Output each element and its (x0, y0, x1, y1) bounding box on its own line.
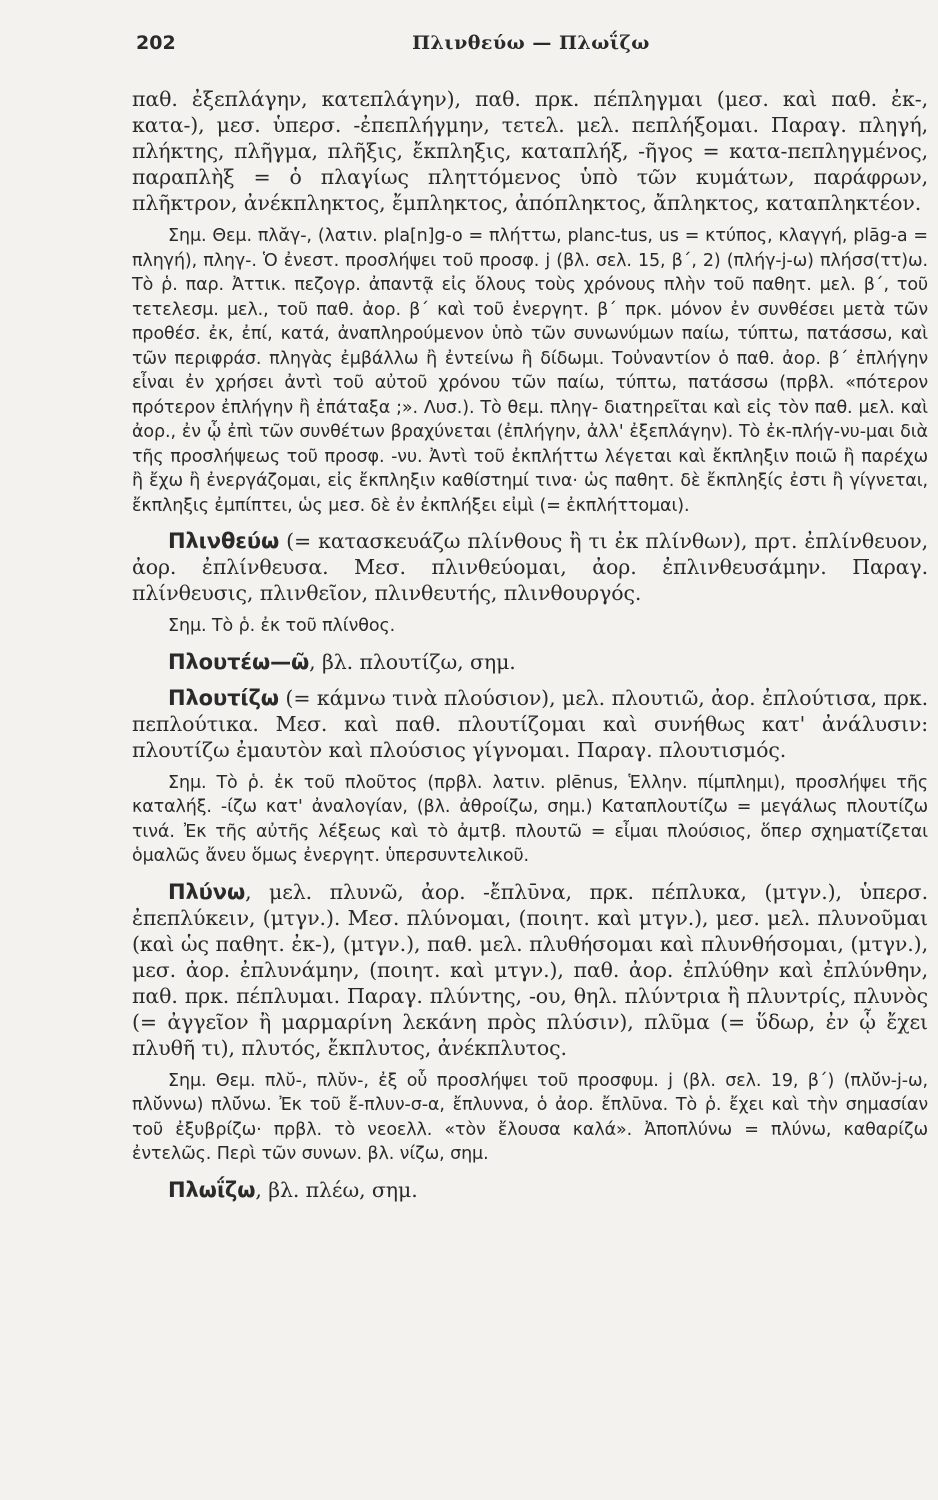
entry-headword: Πλωΐζω (168, 1177, 256, 1202)
entry-headword: Πλουτέω—ῶ (168, 649, 310, 674)
page-number: 202 (136, 32, 176, 54)
continued-entry-text: παθ. ἐξεπλάγην, κατεπλάγην), παθ. πρκ. πέπληγμαι (μεσ. καὶ παθ. ἐκ-, κατα-), μεσ. ὑπερσ. -ἐπεπλήγμην, τετελ. μελ. πεπλήξομαι. Παραγ. πληγή, πλήκτης, πλῆγμα, πλῆξις, ἔκπληξις, καταπλήξ, -ῆγος = κατα-πεπληγμένος, παραπλὴξ = ὁ πλαγίως πληττόμενος ὑπὸ τῶν κυμάτων, παράφρων, πλῆκτρον, ἀνέκπληκτος, ἔμπληκτος, ἀπόπληκτος, ἄπληκτος, καταπληκτέον. (132, 87, 928, 215)
page-content (132, 86, 928, 1203)
entry-body: , βλ. πλουτίζω, σημ. (309, 649, 516, 674)
dictionary-entry (132, 879, 928, 1061)
etymology-note: Σημ. Τὸ ῥ. ἐκ τοῦ πλοῦτος (πρβλ. λατιν. plēnus, Ἑλλην. πίμπλημι), προσλήψει τῆς καταλήξ. -ίζω κατ' ἀναλογίαν, (βλ. ἀθροίζω, σημ.) Καταπλουτίζω = μεγάλως πλουτίζω τινά. Ἐκ τῆς αὐτῆς λέξεως καὶ τὸ ἀμτβ. πλουτῶ = εἶμαι πλούσιος, ὅπερ σχηματίζεται ὁμαλῶς ἄνευ ὅμως ἐνεργητ. ὑπερσυντελικοῦ. (132, 772, 928, 866)
etymology-note: Σημ. Θεμ. πλᾰγ-, (λατιν. pla[n]g-o = πλήττω, planc-tus, us = κτύπος, κλαγγή, plāg-a = πληγή), πληγ-. Ὁ ἐνεστ. προσλήψει τοῦ προσφ. j (βλ. σελ. 15, β΄, 2) (πλήγ-j-ω) πλήσσ(ττ)ω. Τὸ ῥ. παρ. Ἀττικ. πεζογρ. ἀπαντᾷ εἰς ὅλους τοὺς χρόνους πλὴν τοῦ παθητ. μελ. β΄, τοῦ τετελεσμ. μελ., τοῦ παθ. ἀορ. β΄ καὶ τοῦ ἐνεργητ. β΄ πρκ. μόνον ἐν συνθέσει μετὰ τῶν προθέσ. ἐκ, ἐπί, κατά, ἀναπληρούμενον ὑπὸ τῶν συνωνύμων παίω, τύπτω, πατάσσω, καὶ τῶν περιφράσ. πληγὰς ἐμβάλλω ἢ ἐντείνω ἢ δίδωμι. Τοὐναντίον ὁ παθ. ἀορ. β΄ ἐπλήγην εἶναι ἐν χρήσει ἀντὶ τοῦ αὐτοῦ χρόνου τῶν παίω, τύπτω, πατάσσω (πρβλ. «πότερον πρότερον ἐπλήγην ἢ ἐπάταξα ;». Λυσ.). Τὸ θεμ. πληγ- διατηρεῖται καὶ εἰς τὸν παθ. μελ. καὶ ἀορ., ἐν ᾧ ἐπὶ τῶν συνθέτων βραχύνεται (ἐπλήγην, ἀλλ' ἐξεπλάγην). Τὸ ἐκ-πλήγ-νυ-μαι διὰ τῆς προσλήψεως τοῦ προσφ. -νυ. Ἀντὶ τοῦ ἐκπλήττω λέγεται καὶ ἔκπληξιν ποιῶ ἢ παρέχω ἢ ἔχω ἢ ἐνεργάζομαι, εἰς ἔκπληξιν καθίστημί τινα· ὡς παθητ. δὲ ἔκπληξίς ἐστι ἢ γίγνεται, ἔκπληξις ἐμπίπτει, ὡς μεσ. δὲ ἐν ἐκπλήξει εἰμὶ (= ἐκπλήττομαι). (132, 226, 928, 516)
entry-headword: Πλινθεύω (168, 529, 280, 553)
dictionary-entry (132, 1177, 928, 1203)
entry-headword: Πλουτίζω (168, 685, 279, 710)
running-head: Πλινθεύω — Πλωΐζω (412, 32, 650, 54)
dictionary-entry (132, 649, 928, 675)
dictionary-entry (132, 685, 928, 763)
etymology-note: Σημ. Θεμ. πλῠ-, πλῠν-, ἐξ οὗ προσλήψει τοῦ προσφυμ. j (βλ. σελ. 19, β΄) (πλῠ́ν-j-ω, πλῠ́ννω) πλῡ́νω. Ἐκ τοῦ ἔ-πλυν-σ-α, ἔπλυννα, ὁ ἀορ. ἔπλῡνα. Τὸ ῥ. ἔχει καὶ τὴν σημασίαν τοῦ ἐξυβρίζω· πρβλ. τὸ νεοελλ. «τὸν ἔλουσα καλά». Ἀποπλύνω = πλύνω, καθαρίζω ἐντελῶς. Περὶ τῶν συνων. βλ. νίζω, σημ. (132, 1070, 928, 1164)
dictionary-entry (132, 528, 928, 606)
page-header (136, 30, 926, 64)
entry-body: , βλ. πλέω, σημ. (255, 1177, 418, 1202)
entry-headword: Πλύνω (168, 879, 246, 904)
entry-body: (= κάμνω τινὰ πλούσιον), μελ. πλουτιῶ, ἀορ. ἐπλούτισα, πρκ. πεπλούτικα. Μεσ. καὶ παθ. πλουτίζομαι καὶ συνήθως κατ' ἀνάλυσιν: πλουτίζω ἐμαυτὸν καὶ πλούσιος γίγνομαι. Παραγ. πλουτισμός. (132, 685, 928, 762)
entry-body: , μελ. πλυνῶ, ἀορ. -ἔπλῡνα, πρκ. πέπλυκα, (μτγν.), ὑπερσ. ἐπεπλύκειν, (μτγν.). Μεσ. πλύνομαι, (ποιητ. καὶ μτγν.), μεσ. μελ. πλυνοῦμαι (καὶ ὡς παθητ. ἐκ-), (μτγν.), παθ. μελ. πλυθήσομαι καὶ πλυνθήσομαι, (μτγν.), μεσ. ἀορ. ἐπλυνάμην, (ποιητ. καὶ μτγν.), παθ. ἀορ. ἐπλύθην καὶ ἐπλύνθην, παθ. πρκ. πέπλυμαι. Παραγ. πλύντης, -ου, θηλ. πλύντρια ἢ πλυντρίς, πλυνὸς (= ἀγγεῖον ἢ μαρμαρίνη λεκάνη πρὸς πλύσιν), πλῦμα (= ὕδωρ, ἐν ᾧ ἔχει πλυθῆ τι), πλυτός, ἔκπλυτος, ἀνέκπλυτος. (132, 879, 928, 1060)
entry-body: (= κατασκευάζω πλίνθους ἢ τι ἐκ πλίνθων), πρτ. ἐπλίνθευον, ἀορ. ἐπλίνθευσα. Μεσ. πλινθεύομαι, ἀορ. ἐπλινθευσάμην. Παραγ. πλίνθευσις, πλινθεῖον, πλινθευτής, πλινθουργός. (132, 529, 928, 605)
etymology-note: Σημ. Τὸ ῥ. ἐκ τοῦ πλίνθος. (168, 616, 396, 636)
